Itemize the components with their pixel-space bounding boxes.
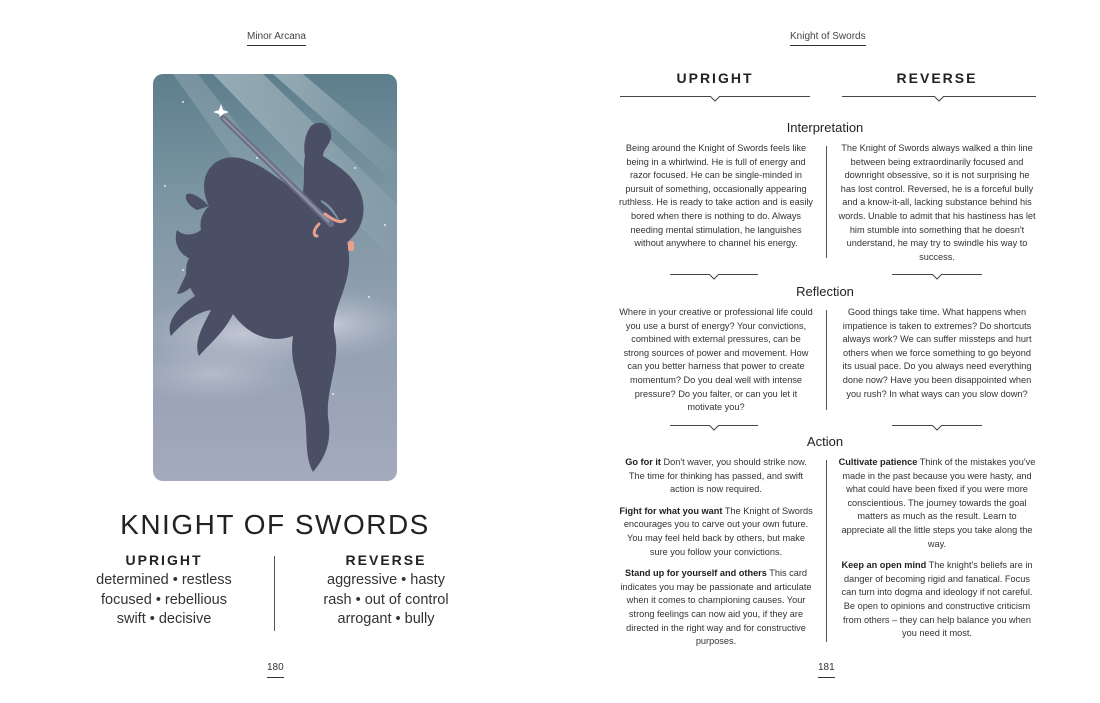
action-item-text: Don't waver, you should strike now. The time for thinking has passed, and swift action is now required. xyxy=(628,457,807,495)
upright-keywords-heading: UPRIGHT xyxy=(125,552,203,568)
action-item xyxy=(838,456,1036,551)
reverse-column-heading: REVERSE xyxy=(896,70,978,86)
reverse-keywords xyxy=(296,552,476,630)
action-item-lead: Fight for what you want xyxy=(619,505,723,516)
action-item-text: Think of the mistakes you've made in the past because you were hasty, and what could have been fixed if you were more conscientious. The journey towards the goal matters as much as the result. Learn to appreciate all the little steps you take along the way. xyxy=(841,457,1036,549)
keyword-line: swift • decisive xyxy=(116,611,212,627)
action-item xyxy=(618,505,814,559)
interpretation-upright-rule xyxy=(670,274,758,282)
action-item-text: The knight's beliefs are in danger of becoming rigid and fanatical. Focus can turn into dogma and ideology if not careful. Be open to opinions and constructive criticism from others – they can help balance you when you need it most. xyxy=(841,560,1033,639)
reflection-reverse-rule xyxy=(892,425,982,433)
page-number-left: 180 xyxy=(267,662,284,678)
column-divider xyxy=(826,310,827,410)
interpretation-upright-text: Being around the Knight of Swords feels like being in a whirlwind. He is full of energy and razor focused. He can be single-minded in pursuit of something, occasionally appearing ruthless. He is ready to take action and is easily bored when there is nothing to do. Always needing mental stimulation, he languishes without anywhere to channel his energy. xyxy=(618,143,814,249)
keyword-line: arrogant • bully xyxy=(337,611,435,627)
action-item-lead: Keep an open mind xyxy=(841,560,927,571)
reflection-upright-text: Where in your creative or professional life could you use a burst of energy? Your convictions, combined with external pressures, can be strong sources of power and movement. How can you better harness that power to create momentum? Do you deal well with intense pressure? Do you falter, or can you let it motivate you? xyxy=(619,307,813,413)
action-item xyxy=(618,456,814,497)
running-head-right: Knight of Swords xyxy=(790,31,866,46)
action-reverse-list xyxy=(838,456,1036,649)
upright-keywords xyxy=(74,552,254,630)
interpretation-heading: Interpretation xyxy=(786,120,864,135)
column-divider xyxy=(826,146,827,258)
action-upright-list xyxy=(618,456,814,657)
reflection-upright-rule xyxy=(670,425,758,433)
upright-column-heading: UPRIGHT xyxy=(676,70,754,86)
column-divider xyxy=(826,460,827,642)
keyword-line: aggressive • hasty xyxy=(327,572,445,588)
action-item-lead: Cultivate patience xyxy=(838,457,918,467)
interpretation-reverse-rule xyxy=(892,274,982,282)
action-item xyxy=(838,559,1036,641)
reflection-heading: Reflection xyxy=(796,284,854,299)
action-item-text: The Knight of Swords encourages you to carve out your own future. You may feel held back by others, but make sure you follow your convictions. xyxy=(623,505,813,557)
reverse-keywords-heading: REVERSE xyxy=(345,552,427,568)
keyword-line: focused • rebellious xyxy=(101,591,227,608)
page-number-right: 181 xyxy=(818,662,835,678)
interpretation-reverse-text: The Knight of Swords always walked a thin line between being extraordinarily focused and downright obsessive, so it is not surprising he has lost control. Reversed, he is a forceful bully and a know-it-all, lacking substance behind his words. Unable to admit that his hastiness has let him stumble into something that he doesn't understand, he may try to swindle his way to success. xyxy=(838,143,1036,262)
keyword-line: rash • out of control xyxy=(323,591,449,608)
tarot-card-illustration xyxy=(153,74,397,481)
action-item-lead: Go for it xyxy=(625,457,661,467)
reverse-heading-rule xyxy=(842,96,1036,104)
keyword-line: determined • restless xyxy=(96,572,232,588)
upright-heading-rule xyxy=(620,96,810,104)
knight-of-swords-artwork xyxy=(153,74,397,481)
action-item-lead: Stand up for yourself and others xyxy=(624,568,767,579)
action-item xyxy=(618,567,814,649)
card-title: KNIGHT OF SWORDS xyxy=(120,509,430,540)
reflection-reverse-text: Good things take time. What happens when impatience is taken to extremes? Do shortcuts always work? We can suffer missteps and hurt others when we force something to go beyond its usual pace. Do you always need everything done now? Have you been disappointed when you rush? In what ways can you slow down? xyxy=(842,307,1032,399)
keywords-divider xyxy=(274,556,275,631)
running-head-left: Minor Arcana xyxy=(247,31,306,46)
right-page xyxy=(550,0,1100,703)
action-heading: Action xyxy=(806,434,844,449)
action-item-text: This card indicates you may be passionate and articulate when it comes to championing causes. Your strong feelings can now aid you, if they are directed in the right way and for constructive purposes. xyxy=(620,568,812,647)
